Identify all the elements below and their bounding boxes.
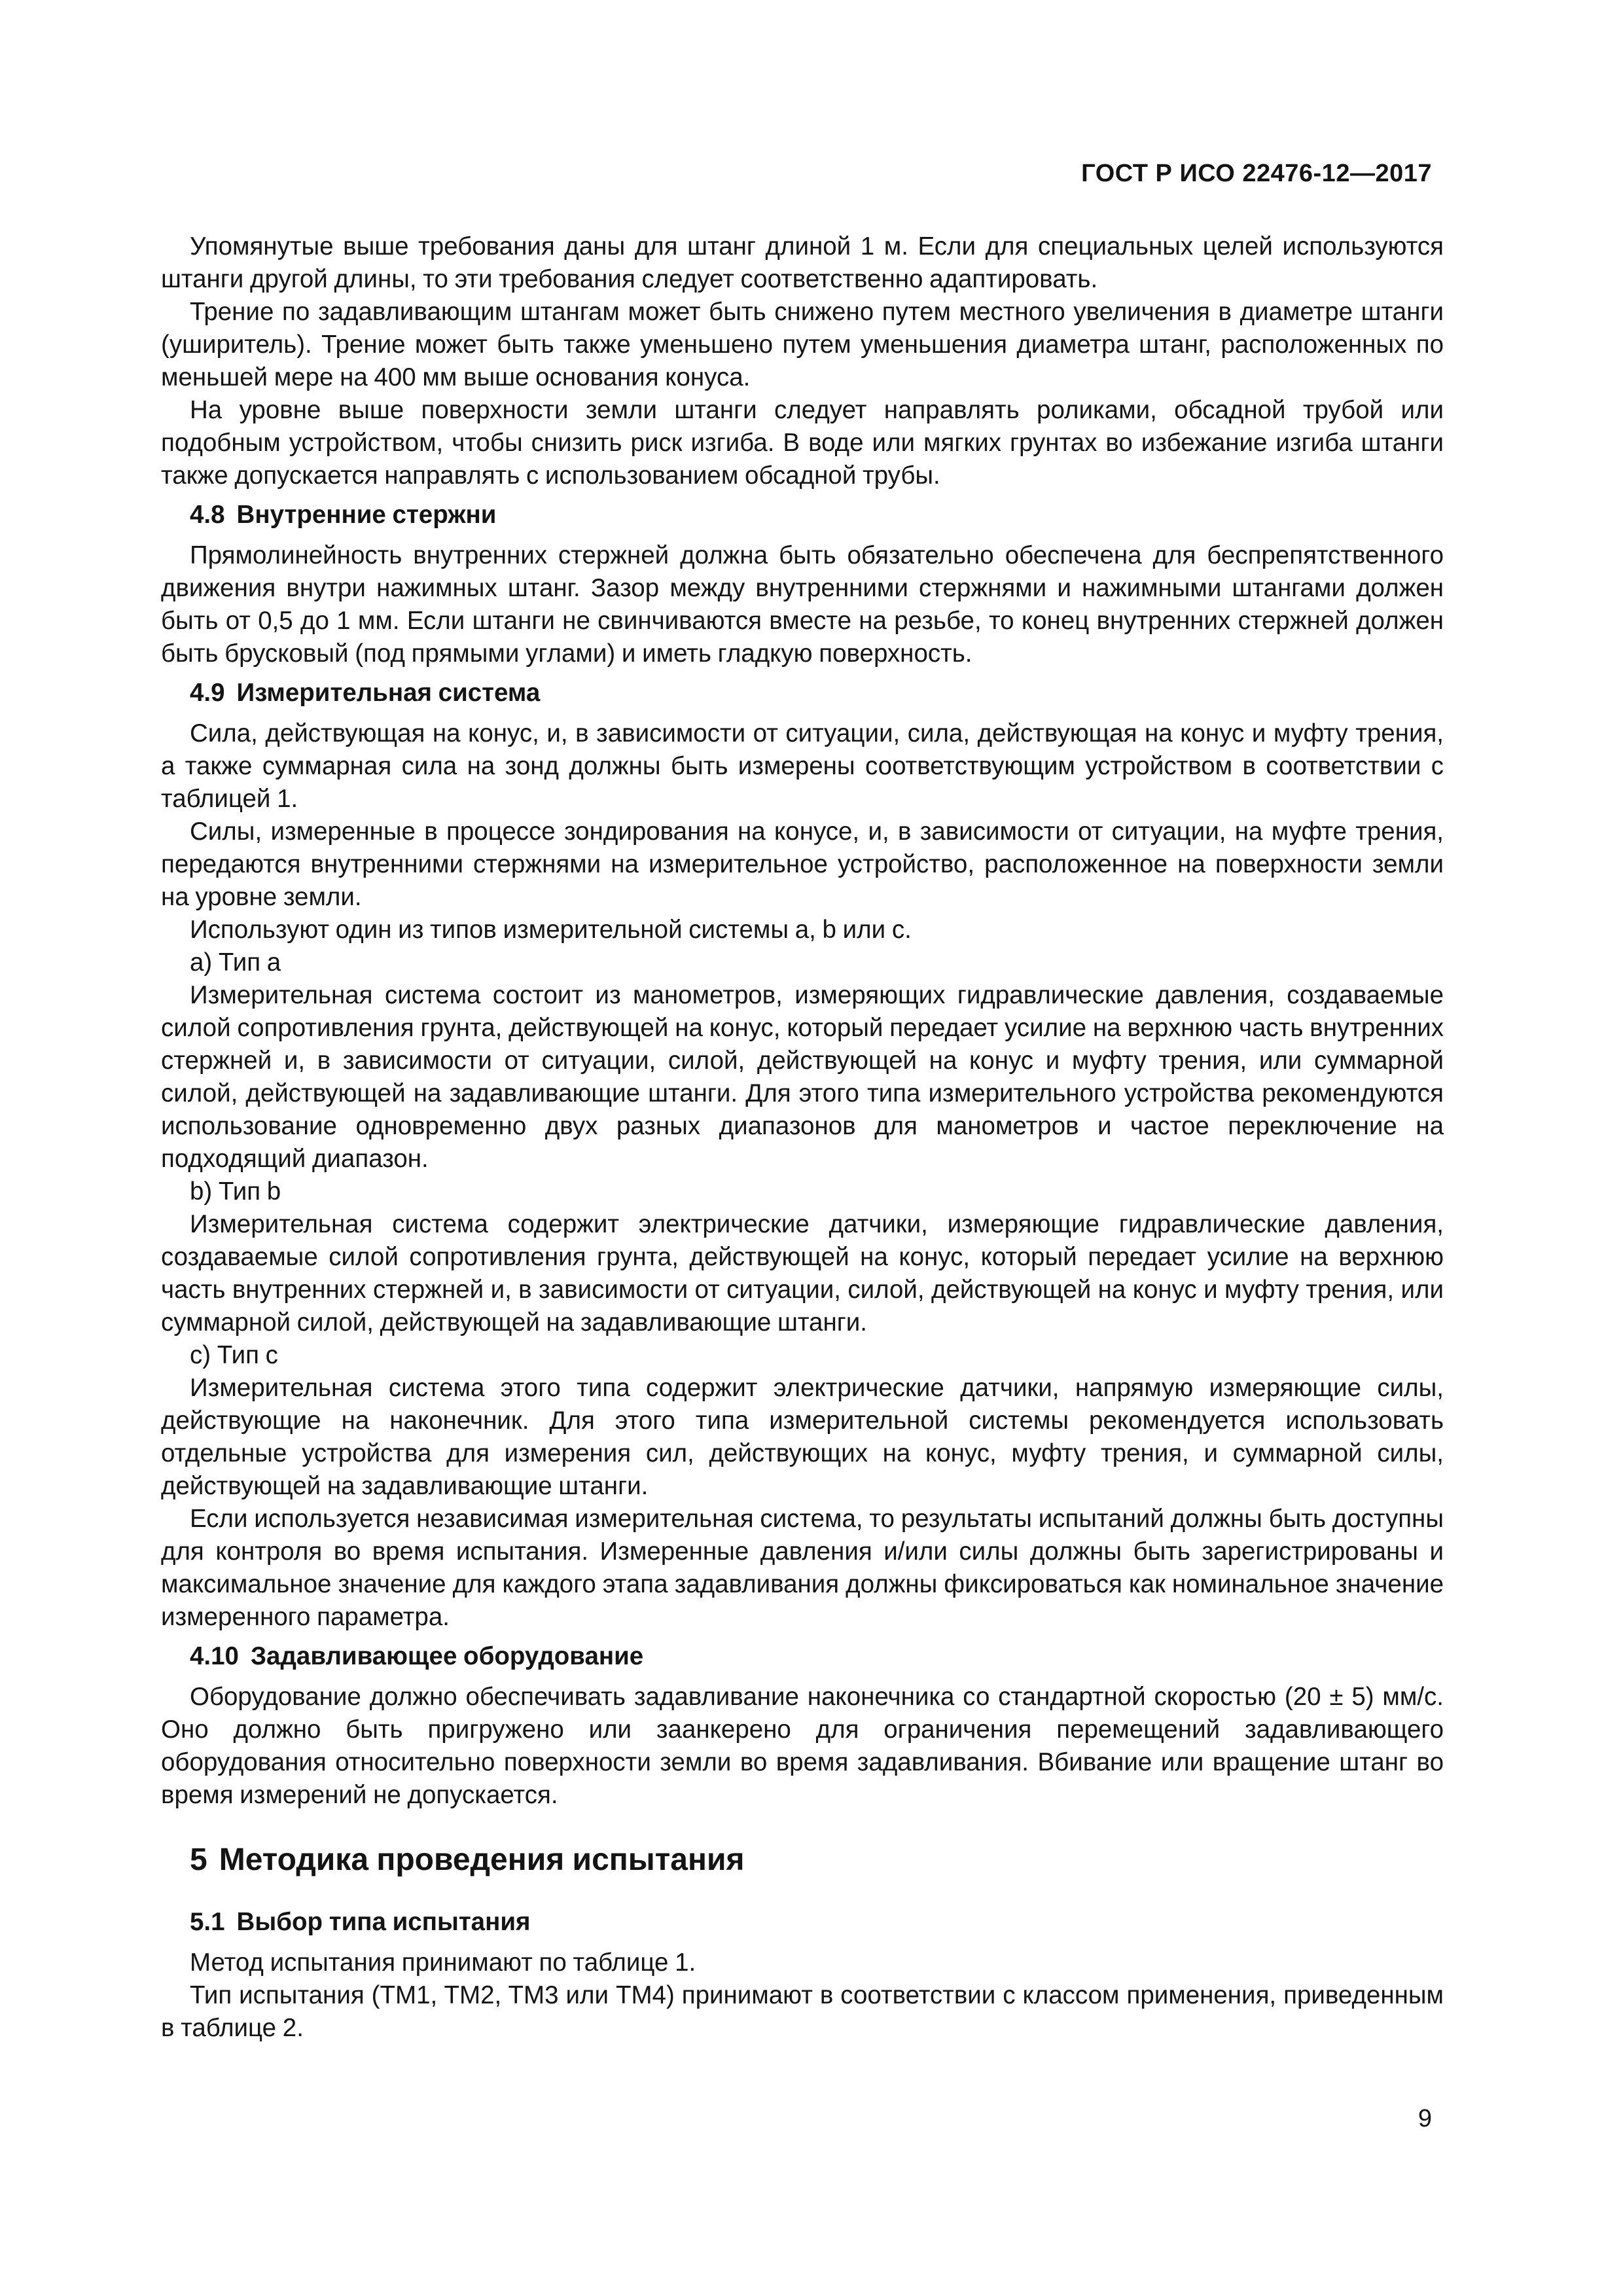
section-title: Выбор типа испытания bbox=[236, 1908, 531, 1936]
section-heading-4-8 bbox=[190, 499, 1444, 531]
document-body bbox=[161, 230, 1444, 2045]
section-number: 4.10 bbox=[190, 1642, 239, 1670]
section-number: 4.8 bbox=[190, 501, 225, 529]
paragraph: Прямолинейность внутренних стержней должна быть обязательно обеспечена для беспрепятственного движения внутри нажимных штанг. Зазор между внутренними стержнями и нажимными штангами должен быть от 0,5 до 1 мм. Если штанги не свинчиваются вместе на резьбе, то конец внутренних стержней должен быть брусковый (под прямыми углами) и иметь гладкую поверхность. bbox=[161, 541, 1444, 668]
list-item-label: a) Тип a bbox=[190, 948, 281, 977]
paragraph: Измерительная система этого типа содержит электрические датчики, напрямую измеряющие силы, действующие на наконечник. Для этого типа измерительной системы рекомендуется использовать отдельные устройства для измерения сил, действующих на конус, муфту трения, и суммарной силы, действующей на задавливающие штанги. bbox=[161, 1374, 1444, 1500]
paragraph: Используют один из типов измерительной системы a, b или c. bbox=[190, 916, 912, 944]
paragraph: Измерительная система содержит электрические датчики, измеряющие гидравлические давления, создаваемые силой сопротивления грунта, действующей на конус, который передает усилие на верхнюю часть внутренних стержней и, в зависимости от ситуации, силой, действующей на конус и муфту трения, или суммарной силой, действующей на задавливающие штанги. bbox=[161, 1210, 1444, 1336]
paragraph: На уровне выше поверхности земли штанги следует направлять роликами, обсадной трубой или подобным устройством, чтобы снизить риск изгиба. В воде или мягких грунтах во избежание изгиба штанги также допускается направлять с использованием обсадной трубы. bbox=[161, 396, 1444, 490]
section-heading-4-9 bbox=[190, 677, 1444, 709]
section-title: Внутренние стержни bbox=[236, 501, 497, 529]
paragraph: Оборудование должно обеспечивать задавливание наконечника со стандартной скоростью (20 ± 5) мм/с. Оно должно быть пригружено или заанкерено для ограничения перемещений задавливающего оборудования относительно поверхности земли во время задавливания. Вбивание или вращение штанг во время измерений не допускается. bbox=[161, 1683, 1444, 1809]
section-title: Задавливающее оборудование bbox=[250, 1642, 644, 1670]
section-number: 5.1 bbox=[190, 1908, 225, 1936]
paragraph: Тип испытания (TM1, TM2, TM3 или TM4) принимают в соответствии с классом применения, приведенным в таблице 2. bbox=[161, 1981, 1444, 2042]
section-title: Измерительная система bbox=[236, 679, 541, 707]
paragraph: Измерительная система состоит из манометров, измеряющих гидравлические давления, создаваемые силой сопротивления грунта, действующей на конус, который передает усилие на верхнюю часть внутренних стержней и, в зависимости от ситуации, силой, действующей на конус и муфту трения, или суммарной силой, действующей на задавливающие штанги. Для этого типа измерительного устройства рекомендуются использование одновременно двух разных диапазонов для манометров и частое переключение на подходящий диапазон. bbox=[161, 981, 1444, 1173]
section-number: 5 bbox=[190, 1842, 207, 1877]
paragraph: Сила, действующая на конус, и, в зависимости от ситуации, сила, действующая на конус и муфту трения, а также суммарная сила на зонд должны быть измерены соответствующим устройством в соответствии с таблицей 1. bbox=[161, 719, 1444, 813]
list-item-label: b) Тип b bbox=[190, 1177, 281, 1206]
section-heading-5 bbox=[190, 1840, 1444, 1880]
document-header: ГОСТ Р ИСО 22476-12—2017 bbox=[1081, 160, 1432, 187]
paragraph: Силы, измеренные в процессе зондирования на конусе, и, в зависимости от ситуации, на муфте трения, передаются внутренними стержнями на измерительное устройство, расположенное на поверхности земли на уровне земли. bbox=[161, 817, 1444, 911]
section-title: Методика проведения испытания bbox=[219, 1842, 745, 1877]
paragraph: Трение по задавливающим штангам может быть снижено путем местного увеличения в диаметре штанги (уширитель). Трение может быть также уменьшено путем уменьшения диаметра штанг, расположенных по меньшей мере на 400 мм выше основания конуса. bbox=[161, 298, 1444, 391]
paragraph: Если используется независимая измерительная система, то результаты испытаний должны быть доступны для контроля во время испытания. Измеренные давления и/или силы должны быть зарегистрированы и максимальное значение для каждого этапа задавливания должны фиксироваться как номинальное значение измеренного параметра. bbox=[161, 1505, 1444, 1631]
section-heading-4-10 bbox=[190, 1640, 1444, 1673]
section-heading-5-1 bbox=[190, 1906, 1444, 1939]
list-item-label: c) Тип c bbox=[190, 1341, 278, 1369]
section-number: 4.9 bbox=[190, 679, 225, 707]
paragraph: Упомянутые выше требования даны для штанг длиной 1 м. Если для специальных целей используются штанги другой длины, то эти требования следует соответственно адаптировать. bbox=[161, 232, 1444, 293]
page-number: 9 bbox=[1418, 2105, 1432, 2132]
paragraph: Метод испытания принимают по таблице 1. bbox=[190, 1948, 696, 1977]
